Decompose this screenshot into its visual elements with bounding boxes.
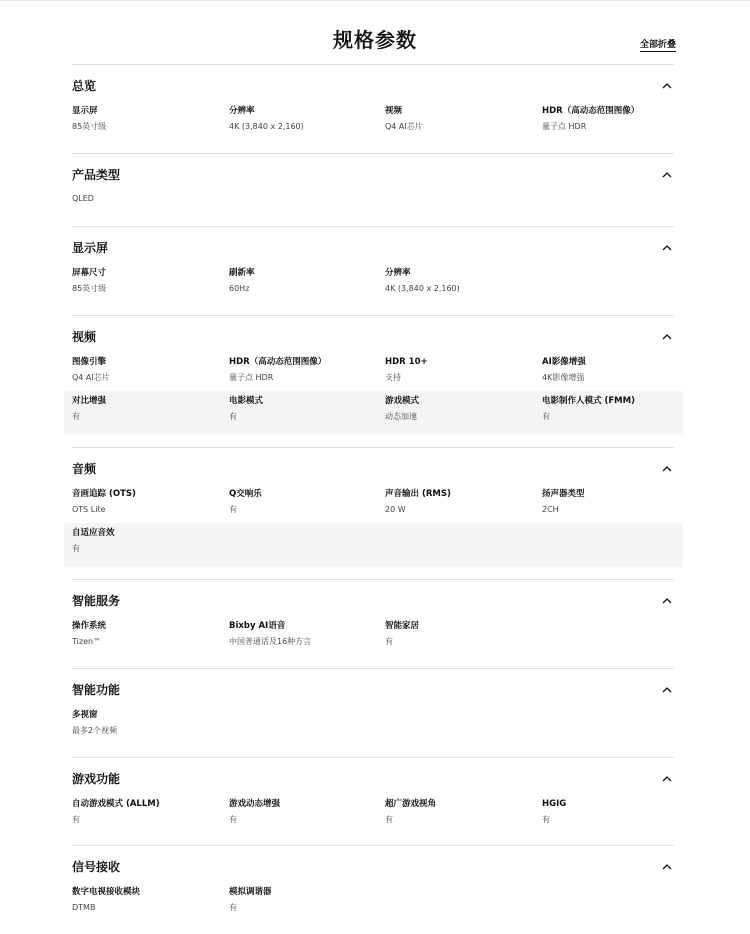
spec-label: 游戏动态增强 [229,799,281,809]
spec-value: 4K影像增强 [542,373,585,382]
spec-item [385,105,535,133]
spec-value: 最多2个视频 [72,726,118,735]
spec-label: 智能家居 [385,621,420,631]
spec-value: Q4 AI芯片 [385,122,423,131]
chevron-up-icon[interactable] [660,330,674,344]
section-game-features [72,757,674,845]
spec-row [64,484,683,528]
spec-value: 85英寸级 [72,284,107,293]
section-video [72,315,674,447]
spec-row [64,794,683,838]
spec-item [542,488,692,516]
section-title: 信号接收 [72,860,121,874]
spec-item [542,105,692,133]
section-title: 音频 [72,462,97,476]
spec-value: 量子点 HDR [229,373,274,382]
spec-item [72,886,222,914]
spec-label: 电影制作人模式 (FMM) [542,396,635,406]
spec-value: 有 [72,412,80,421]
spec-row [64,616,683,660]
spec-row [64,705,683,749]
spec-value: QLED [72,194,94,203]
spec-value: 量子点 HDR [542,122,587,131]
spec-label: 电影模式 [229,396,264,406]
spec-label: 声音输出 (RMS) [385,489,451,499]
spec-item [72,527,222,555]
spec-label: 分辨率 [229,106,255,116]
spec-item [72,395,222,423]
section-title: 产品类型 [72,168,121,182]
spec-value: 有 [229,815,237,824]
top-divider [0,0,750,1]
section-display [72,226,674,315]
section-overview [72,64,674,153]
spec-item [385,356,535,384]
spec-label: HDR（高动态范围图像） [229,357,327,367]
spec-label: HDR 10+ [385,357,428,367]
spec-value: 4K (3,840 x 2,160) [385,284,460,293]
spec-item [72,267,222,295]
spec-label: 自适应音效 [72,528,115,538]
spec-value: 动态加速 [385,412,417,421]
section-title: 智能功能 [72,683,121,697]
spec-item [542,395,692,423]
page-title: 规格参数 [333,28,417,52]
spec-value: 2CH [542,505,559,514]
spec-value: 20 W [385,505,406,514]
spec-value: DTMB [72,903,96,912]
section-smart-features [72,668,674,757]
section-title: 显示屏 [72,241,109,255]
spec-value: 有 [229,412,237,421]
spec-item [385,798,535,826]
spec-label: Q交响乐 [229,489,262,499]
spec-value: 有 [72,815,80,824]
spec-value: 85英寸级 [72,122,107,131]
spec-item [229,105,379,133]
spec-label: 分辨率 [385,268,411,278]
spec-item [229,267,379,295]
spec-value: 有 [72,544,80,553]
section-audio [72,447,674,579]
spec-value: 有 [229,505,237,514]
spec-label: AI影像增强 [542,357,586,367]
chevron-up-icon[interactable] [660,772,674,786]
spec-item [385,620,535,648]
chevron-up-icon[interactable] [660,462,674,476]
section-product-type [72,153,674,226]
spec-label: 屏幕尺寸 [72,268,107,278]
spec-value: 有 [229,903,237,912]
spec-row [64,391,683,435]
spec-value: 有 [542,815,550,824]
spec-label: 多视窗 [72,710,98,720]
spec-item [72,798,222,826]
section-title: 游戏功能 [72,772,121,786]
spec-item [385,488,535,516]
section-smart-service [72,579,674,668]
spec-label: 操作系统 [72,621,107,631]
spec-value: 60Hz [229,284,250,293]
spec-label: 扬声器类型 [542,489,585,499]
chevron-up-icon[interactable] [660,594,674,608]
spec-item [72,356,222,384]
spec-item [72,105,222,133]
spec-row [64,101,683,145]
spec-value: 有 [385,637,393,646]
spec-value: 4K (3,840 x 2,160) [229,122,304,131]
spec-row [64,352,683,396]
section-signal [72,845,674,934]
spec-value: Q4 AI芯片 [72,373,110,382]
section-title: 智能服务 [72,594,121,608]
spec-label: 超广游戏视角 [385,799,437,809]
spec-value: 有 [542,412,550,421]
spec-row [64,882,683,926]
spec-label: 视频 [385,106,403,116]
spec-label: 对比增强 [72,396,107,406]
spec-item [229,356,379,384]
spec-item [229,798,379,826]
spec-value: Tizen™ [72,637,102,646]
spec-label: 刷新率 [229,268,255,278]
spec-item [385,395,535,423]
spec-item [72,620,222,648]
spec-item [229,620,379,648]
spec-item [229,395,379,423]
spec-label: 游戏模式 [385,396,420,406]
spec-label: HGIG [542,799,567,809]
chevron-up-icon[interactable] [660,860,674,874]
section-title: 总览 [72,79,97,93]
spec-value: 支持 [385,373,401,382]
spec-item [542,356,692,384]
spec-label: Bixby AI语音 [229,621,286,631]
spec-label: 自动游戏模式 (ALLM) [72,799,160,809]
spec-label: 数字电视接收模块 [72,887,141,897]
spec-row [64,523,683,567]
spec-label: 图像引擎 [72,357,107,367]
spec-label: 显示屏 [72,106,98,116]
spec-value: 有 [385,815,393,824]
spec-label: 音画追踪 (OTS) [72,489,136,499]
collapse-all-link[interactable]: 全部折叠 [640,37,676,52]
spec-label: 模拟调谐器 [229,887,272,897]
spec-value: 中国普通话及16种方言 [229,637,312,646]
section-title: 视频 [72,330,97,344]
spec-item [229,488,379,516]
spec-label: HDR（高动态范围图像） [542,106,640,116]
spec-item [72,709,222,737]
chevron-up-icon[interactable] [660,168,674,182]
spec-row [64,263,683,307]
spec-item [542,798,692,826]
chevron-up-icon[interactable] [660,79,674,93]
chevron-up-icon[interactable] [660,241,674,255]
spec-item [385,267,535,295]
spec-value: OTS Lite [72,505,106,514]
spec-item [72,488,222,516]
chevron-up-icon[interactable] [660,683,674,697]
spec-item [229,886,379,914]
